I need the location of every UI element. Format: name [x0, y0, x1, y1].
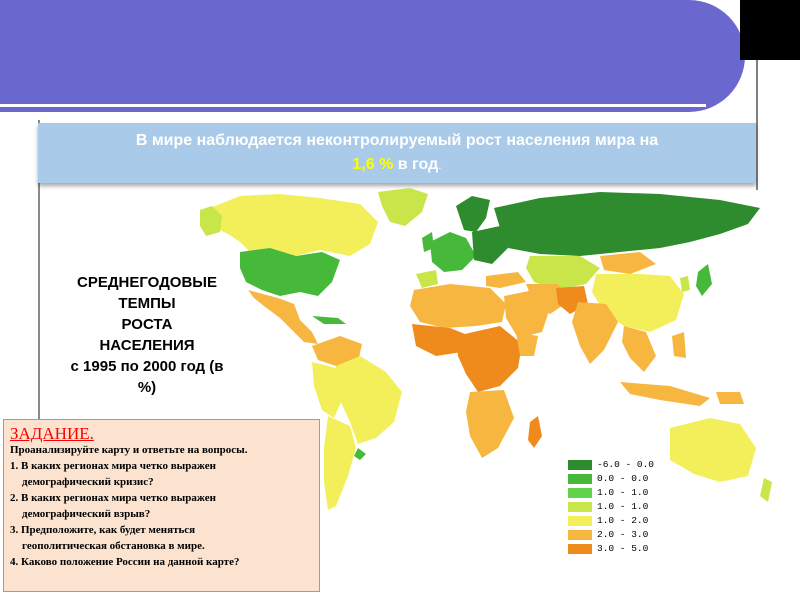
legend-label: 2.0 - 3.0	[597, 529, 649, 540]
region-caribbean	[312, 316, 346, 324]
region-uruguay	[354, 448, 366, 460]
legend-row	[568, 486, 654, 499]
map-caption-line5: с 1995 по 2000 год (в	[70, 358, 224, 375]
headline-line1: В мире наблюдается неконтролируемый рост населения мира на	[135, 132, 659, 149]
legend-swatch	[568, 460, 592, 470]
legend-row	[568, 458, 654, 471]
region-iberia	[416, 270, 438, 288]
region-korea	[680, 276, 690, 292]
legend-label: 1.0 - 2.0	[597, 515, 649, 526]
task-question-1a: 1. В каких регионах мира четко выражен	[10, 460, 216, 472]
region-central-africa	[456, 326, 522, 392]
headline-box	[38, 123, 756, 183]
region-southern-africa	[466, 390, 514, 458]
title-banner	[0, 0, 745, 112]
legend-row	[568, 514, 654, 527]
map-caption-line3: РОСТА	[121, 316, 173, 333]
decor-line-right	[756, 60, 758, 190]
task-question-4: 4. Каково положение России на данной карте?	[10, 556, 240, 568]
map-caption-line4: НАСЕЛЕНИЯ	[99, 337, 195, 354]
corner-block	[740, 0, 800, 60]
map-caption	[52, 272, 242, 398]
map-caption-line6: %)	[137, 379, 157, 396]
region-greenland	[378, 188, 428, 226]
region-north-africa	[410, 284, 506, 328]
region-western-europe	[430, 232, 476, 272]
legend-label: 1.0 - 1.0	[597, 501, 649, 512]
region-philippines	[672, 332, 686, 358]
headline-line2	[38, 153, 756, 177]
legend-row	[568, 500, 654, 513]
legend-label: -6.0 - 0.0	[597, 459, 655, 470]
task-question-2a: 2. В каких регионах мира четко выражен	[10, 492, 216, 504]
region-canada	[210, 194, 378, 256]
headline-dot: .	[438, 158, 442, 172]
task-question-3a: 3. Предположите, как будет меняться	[10, 524, 196, 536]
legend-label: 1.0 - 1.0	[597, 487, 649, 498]
region-indonesia	[620, 382, 710, 406]
legend-swatch	[568, 516, 592, 526]
region-australia	[670, 418, 756, 482]
legend-row	[568, 472, 654, 485]
region-mongolia	[600, 252, 656, 274]
region-turkey	[486, 272, 526, 288]
task-question-3b: геополитическая обстановка в мире.	[22, 540, 205, 552]
region-japan	[696, 264, 712, 296]
map-caption-line1: СРЕДНЕГОДОВЫЕ	[76, 274, 218, 291]
region-argentina-chile	[324, 416, 356, 510]
map-caption-line2: ТЕМПЫ	[118, 295, 176, 312]
task-question-1b: демографический кризис?	[22, 476, 154, 488]
region-new-zealand	[760, 478, 772, 502]
legend-swatch	[568, 474, 592, 484]
region-papua	[716, 392, 744, 404]
map-legend	[568, 458, 654, 556]
legend-swatch	[568, 488, 592, 498]
headline-highlight: 1,6 %	[352, 156, 394, 173]
legend-swatch	[568, 530, 592, 540]
region-russia	[494, 192, 760, 256]
task-intro: Проанализируйте карту и ответьте на вопросы.	[10, 444, 248, 456]
legend-label: 0.0 - 0.0	[597, 473, 649, 484]
legend-row	[568, 542, 654, 555]
task-panel	[3, 419, 320, 592]
region-southeast-asia	[622, 326, 656, 372]
task-question-2b: демографический взрыв?	[22, 508, 151, 520]
task-title: ЗАДАНИЕ.	[10, 424, 94, 443]
region-scandinavia	[456, 196, 490, 232]
region-usa	[240, 248, 340, 296]
banner-divider	[0, 104, 706, 107]
legend-swatch	[568, 502, 592, 512]
region-mexico	[248, 290, 318, 344]
legend-swatch	[568, 544, 592, 554]
legend-label: 3.0 - 5.0	[597, 543, 649, 554]
legend-row	[568, 528, 654, 541]
headline-rest: в год	[393, 156, 439, 173]
region-madagascar	[528, 416, 542, 448]
